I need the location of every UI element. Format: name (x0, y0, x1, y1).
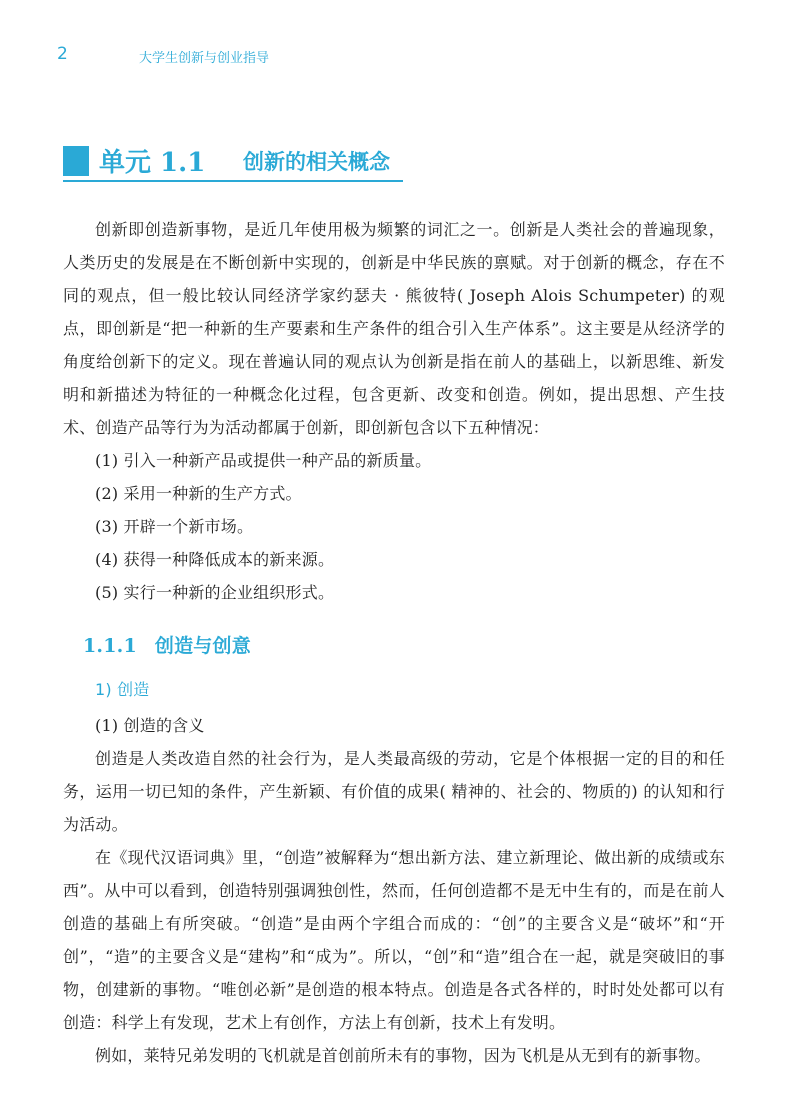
body-text (63, 213, 725, 1072)
unit-label: 单元 1.1 (99, 148, 206, 178)
subsection-heading: 1) 创造 (95, 680, 150, 699)
page-number: 2 (57, 44, 68, 64)
intro-paragraph: 创新即创造新事物，是近几年使用极为频繁的词汇之一。创新是人类社会的普遍现象，人类历史的发展是在不断创新中实现的，创新是中华民族的禀赋。对于创新的概念，存在不同的观点，但一般比较认同经济学家约瑟夫 · 熊彼特( Joseph Alois Schumpeter) 的观点，即创新是“把一种新的生产要素和生产条件的组合引入生产体系”。这主要是从经济学的角度给创新下的定义。现在普遍认同的观点认为创新是指在前人的基础上，以新思维、新发明和新描述为特征的一种概念化过程，包含更新、改变和创造。例如，提出思想、产生技术、创造产品等行为为活动都属于创新，即创新包含以下五种情况： (63, 220, 725, 437)
subsection-item: (1) 创造的含义 (95, 716, 205, 735)
paragraph: 创造是人类改造自然的社会行为，是人类最高级的劳动，它是个体根据一定的目的和任务，运用一切已知的条件，产生新颖、有价值的成果( 精神的、社会的、物质的) 的认知和行为活动。 (63, 749, 725, 834)
list-item: (4) 获得一种降低成本的新来源。 (95, 550, 335, 569)
list-item: (5) 实行一种新的企业组织形式。 (95, 583, 335, 602)
section-heading (63, 631, 725, 661)
list-item: (1) 引入一种新产品或提供一种产品的新质量。 (95, 451, 432, 470)
unit-heading (63, 140, 403, 182)
paragraph: 在《现代汉语词典》里，“创造”被解释为“想出新方法、建立新理论、做出新的成绩或东西”。从中可以看到，创造特别强调独创性，然而，任何创造都不是无中生有的，而是在前人创造的基础上有所突破。“创造”是由两个字组合而成的：“创”的主要含义是“破坏”和“开创”，“造”的主要含义是“建构”和“成为”。所以，“创”和“造”组合在一起，就是突破旧的事物，创建新的事物。“唯创必新”是创造的根本特点。创造是各式各样的，时时处处都可以有创造：科学上有发现，艺术上有创作，方法上有创新，技术上有发明。 (63, 848, 725, 1032)
list-item: (3) 开辟一个新市场。 (95, 517, 254, 536)
unit-title: 创新的相关概念 (243, 149, 390, 174)
book-title: 大学生创新与创业指导 (139, 51, 270, 66)
section-number: 1.1.1 (83, 635, 137, 657)
section-title: 创造与创意 (154, 635, 251, 657)
paragraph: 例如，莱特兄弟发明的飞机就是首创前所未有的事物，因为飞机是从无到有的新事物。 (95, 1046, 711, 1065)
list-item: (2) 采用一种新的生产方式。 (95, 484, 302, 503)
heading-bar (63, 146, 89, 176)
